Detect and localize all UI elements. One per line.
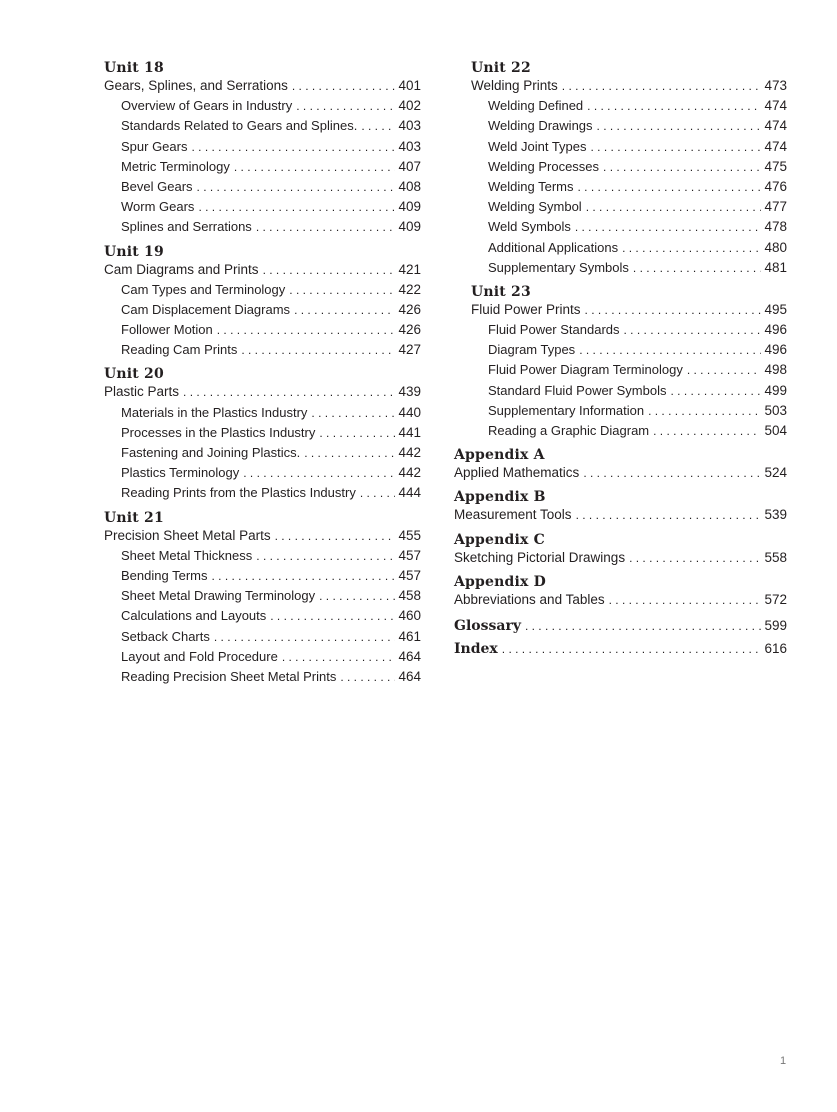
entry-title: Splines and Serrations — [121, 219, 252, 235]
entry-title: Welding Defined — [488, 98, 584, 114]
dot-leader — [578, 177, 762, 197]
entry-page-number: 478 — [764, 219, 787, 235]
entry-page-number: 616 — [764, 641, 787, 657]
entry-page-number: 496 — [764, 342, 787, 358]
entry-page-number: 426 — [398, 301, 421, 317]
entry-title: Additional Applications — [488, 239, 619, 255]
entry-title: Bending Terms — [121, 567, 208, 583]
dot-leader — [275, 526, 396, 546]
entry-title: Reading a Graphic Diagram — [488, 423, 650, 438]
toc-section-unit-18 — [104, 58, 421, 238]
toc-entry[interactable] — [104, 300, 421, 320]
entry-page-number: 476 — [764, 178, 787, 194]
toc-entry[interactable] — [104, 340, 421, 360]
section-heading: Unit 21 — [104, 509, 164, 526]
entry-title: Glossary — [454, 617, 521, 634]
entry-page-number: 426 — [398, 322, 421, 338]
dot-leader — [289, 280, 395, 300]
toc-column-left — [104, 58, 421, 687]
entry-title: Fluid Power Standards — [488, 322, 620, 338]
toc-section-appendix-a — [454, 445, 787, 483]
dot-leader — [263, 260, 396, 280]
dot-leader — [256, 546, 395, 566]
toc-entry[interactable] — [471, 360, 787, 380]
toc-entry[interactable] — [454, 614, 787, 638]
dot-leader — [687, 360, 762, 380]
entry-title: Weld Joint Types — [488, 138, 587, 154]
dot-leader — [575, 217, 762, 237]
entry-page-number: 498 — [764, 362, 787, 378]
dot-leader — [591, 137, 762, 157]
toc-entry[interactable] — [471, 76, 787, 96]
toc-column-right — [454, 58, 787, 661]
entry-title: Gears, Splines, and Serrations — [104, 78, 288, 93]
section-heading: Unit 20 — [104, 366, 164, 383]
entry-title: Plastics Terminology — [121, 465, 240, 481]
entry-page-number: 401 — [398, 78, 421, 93]
toc-entry[interactable] — [471, 401, 787, 421]
entry-title: Materials in the Plastics Industry — [121, 404, 308, 420]
entry-title: Index — [454, 641, 498, 658]
entry-page-number: 427 — [398, 342, 421, 358]
toc-section-unit-19 — [104, 242, 421, 361]
entry-page-number: 457 — [398, 547, 421, 563]
section-heading: Unit 18 — [104, 60, 164, 76]
toc-entry[interactable] — [471, 116, 787, 136]
dot-leader — [256, 217, 396, 237]
entry-title: Spur Gears — [121, 138, 188, 154]
dot-leader — [624, 320, 762, 340]
entry-title: Layout and Fold Procedure — [121, 648, 278, 664]
dot-leader — [294, 300, 395, 320]
toc-entry[interactable] — [104, 76, 421, 96]
dot-leader — [311, 403, 395, 423]
entry-page-number: 461 — [398, 628, 421, 644]
toc-section-unit-21 — [104, 508, 421, 688]
entry-title: Diagram Types — [488, 342, 576, 358]
entry-title: Standards Related to Gears and Splines. — [121, 118, 358, 134]
dot-leader — [319, 586, 395, 606]
toc-entry[interactable] — [104, 606, 421, 626]
section-heading: Unit 19 — [104, 243, 164, 260]
entry-page-number: 442 — [398, 465, 421, 481]
entry-page-number: 481 — [764, 259, 787, 275]
dot-leader — [583, 463, 761, 483]
entry-title: Metric Terminology — [121, 158, 230, 174]
entry-page-number: 474 — [764, 118, 787, 134]
entry-title: Plastic Parts — [104, 384, 180, 400]
toc-entry[interactable] — [471, 238, 787, 258]
entry-page-number: 440 — [398, 404, 421, 420]
entry-page-number: 539 — [764, 507, 787, 523]
entry-page-number: 572 — [764, 591, 787, 607]
dot-leader — [217, 320, 396, 340]
entry-title: Fastening and Joining Plastics. — [121, 445, 301, 460]
toc-entry[interactable] — [104, 382, 421, 402]
entry-title: Reading Cam Prints — [121, 342, 238, 358]
toc-entry[interactable] — [471, 421, 787, 441]
toc-entry[interactable] — [104, 667, 421, 687]
entry-title: Fluid Power Diagram Terminology — [488, 362, 683, 378]
toc-section-unit-23 — [454, 282, 787, 441]
entry-page-number: 402 — [398, 98, 421, 114]
toc-entry[interactable] — [104, 177, 421, 197]
dot-leader — [502, 638, 762, 661]
section-heading: Appendix A — [454, 447, 545, 464]
entry-title: Sheet Metal Thickness — [121, 547, 253, 563]
toc-entry[interactable] — [104, 137, 421, 157]
entry-page-number: 599 — [764, 617, 787, 633]
dot-leader — [319, 423, 395, 443]
toc-section-appendix-c — [454, 530, 787, 568]
toc-section-unit-22 — [454, 58, 787, 278]
toc-entry[interactable] — [104, 320, 421, 340]
entry-title: Weld Symbols — [488, 219, 571, 235]
entry-title: Calculations and Layouts — [121, 608, 267, 624]
entry-title: Standard Fluid Power Symbols — [488, 382, 667, 398]
entry-page-number: 464 — [398, 668, 421, 684]
dot-leader — [282, 647, 396, 667]
toc-entry[interactable] — [104, 483, 421, 503]
toc-entry[interactable] — [104, 463, 421, 483]
entry-page-number: 409 — [398, 219, 421, 235]
toc-entry[interactable] — [454, 505, 787, 525]
toc-entry[interactable] — [471, 258, 787, 278]
entry-page-number: 444 — [398, 485, 421, 501]
dot-leader — [670, 381, 761, 401]
toc-entry[interactable] — [104, 96, 421, 116]
entry-page-number: 504 — [764, 423, 787, 438]
toc-entry[interactable] — [471, 157, 787, 177]
toc-entry[interactable] — [104, 217, 421, 237]
dot-leader — [622, 238, 761, 258]
entry-page-number: 496 — [764, 322, 787, 338]
dot-leader — [576, 505, 762, 525]
entry-page-number: 421 — [398, 261, 421, 277]
entry-page-number: 464 — [398, 648, 421, 664]
section-heading: Appendix D — [454, 573, 546, 590]
entry-title: Abbreviations and Tables — [454, 591, 605, 607]
dot-leader — [633, 258, 762, 278]
toc-section-appendix-b — [454, 487, 787, 525]
entry-page-number: 439 — [398, 384, 421, 400]
entry-title: Processes in the Plastics Industry — [121, 424, 316, 440]
toc-entry[interactable] — [454, 637, 787, 661]
toc-entry[interactable] — [471, 217, 787, 237]
entry-page-number: 442 — [398, 445, 421, 460]
toc-entry[interactable] — [104, 260, 421, 280]
dot-leader — [587, 96, 761, 116]
entry-title: Welding Processes — [488, 158, 600, 174]
toc-entry[interactable] — [104, 627, 421, 647]
dot-leader — [579, 340, 761, 360]
entry-title: Cam Displacement Diagrams — [121, 301, 291, 317]
toc-entry[interactable] — [104, 116, 421, 136]
toc-entry[interactable] — [471, 320, 787, 340]
dot-leader — [197, 177, 396, 197]
dot-leader — [191, 137, 395, 157]
entry-page-number: 403 — [398, 118, 421, 134]
entry-page-number: 458 — [398, 588, 421, 604]
entry-title: Sketching Pictorial Drawings — [454, 549, 626, 565]
entry-page-number: 477 — [764, 199, 787, 215]
entry-title: Welding Terms — [488, 178, 574, 194]
dot-leader — [562, 76, 762, 96]
entry-title: Welding Symbol — [488, 199, 582, 215]
entry-page-number: 495 — [764, 301, 787, 317]
entry-page-number: 473 — [764, 78, 787, 93]
toc-entry[interactable] — [471, 300, 787, 320]
entry-page-number: 558 — [764, 549, 787, 565]
toc-entry[interactable] — [104, 546, 421, 566]
toc-entry[interactable] — [471, 137, 787, 157]
dot-leader — [241, 340, 395, 360]
dot-leader — [653, 421, 761, 441]
toc-entry[interactable] — [471, 96, 787, 116]
entry-page-number: 475 — [764, 158, 787, 174]
entry-title: Measurement Tools — [454, 507, 572, 523]
dot-leader — [609, 590, 762, 610]
toc-entry[interactable] — [104, 423, 421, 443]
page-number: 1 — [780, 1055, 787, 1067]
entry-page-number: 524 — [764, 465, 787, 481]
toc-entry[interactable] — [471, 177, 787, 197]
entry-title: Cam Types and Terminology — [121, 281, 286, 297]
toc-entry[interactable] — [104, 647, 421, 667]
entry-page-number: 480 — [764, 239, 787, 255]
entry-title: Cam Diagrams and Prints — [104, 261, 259, 277]
dot-leader — [198, 197, 395, 217]
dot-leader — [629, 548, 761, 568]
entry-title: Follower Motion — [121, 322, 213, 338]
dot-leader — [234, 157, 396, 177]
entry-title: Supplementary Information — [488, 402, 645, 418]
entry-title: Reading Precision Sheet Metal Prints — [121, 668, 337, 684]
entry-title: Welding Prints — [471, 78, 558, 93]
toc-entry[interactable] — [454, 590, 787, 610]
entry-page-number: 455 — [398, 527, 421, 543]
dot-leader — [304, 443, 395, 463]
toc-entry[interactable] — [104, 443, 421, 463]
dot-leader — [292, 76, 396, 96]
entry-page-number: 407 — [398, 158, 421, 174]
dot-leader — [296, 96, 395, 116]
entry-page-number: 409 — [398, 199, 421, 215]
entry-title: Supplementary Symbols — [488, 259, 629, 275]
dot-leader — [597, 116, 762, 136]
entry-page-number: 403 — [398, 138, 421, 154]
toc-entry[interactable] — [104, 586, 421, 606]
toc-entry[interactable] — [104, 280, 421, 300]
toc-entry[interactable] — [104, 526, 421, 546]
dot-leader — [585, 300, 762, 320]
entry-page-number: 457 — [398, 567, 421, 583]
dot-leader — [361, 116, 395, 136]
entry-title: Sheet Metal Drawing Terminology — [121, 588, 316, 604]
section-heading: Unit 23 — [471, 283, 531, 300]
entry-page-number: 460 — [398, 608, 421, 624]
entry-title: Overview of Gears in Industry — [121, 98, 293, 114]
entry-title: Setback Charts — [121, 628, 210, 644]
toc-entry[interactable] — [104, 197, 421, 217]
entry-title: Fluid Power Prints — [471, 301, 581, 317]
entry-page-number: 503 — [764, 402, 787, 418]
toc-entry[interactable] — [454, 463, 787, 483]
entry-page-number: 474 — [764, 98, 787, 114]
entry-title: Precision Sheet Metal Parts — [104, 527, 271, 543]
toc-entry[interactable] — [104, 403, 421, 423]
entry-page-number: 499 — [764, 382, 787, 398]
entry-title: Worm Gears — [121, 199, 195, 215]
entry-title: Bevel Gears — [121, 178, 193, 194]
dot-leader — [603, 157, 761, 177]
toc-entry[interactable] — [454, 548, 787, 568]
toc-entry[interactable] — [471, 197, 787, 217]
dot-leader — [183, 382, 395, 402]
dot-leader — [270, 606, 395, 626]
toc-section-unit-20 — [104, 364, 421, 503]
entry-title: Applied Mathematics — [454, 465, 580, 481]
toc-section-appendix-d — [454, 572, 787, 610]
toc-entry[interactable] — [471, 340, 787, 360]
dot-leader — [360, 483, 396, 503]
dot-leader — [340, 667, 395, 687]
entry-page-number: 408 — [398, 178, 421, 194]
section-heading: Appendix B — [454, 489, 546, 506]
dot-leader — [211, 566, 395, 586]
entry-page-number: 441 — [398, 424, 421, 440]
dot-leader — [586, 197, 762, 217]
toc-entry[interactable] — [104, 566, 421, 586]
entry-page-number: 474 — [764, 138, 787, 154]
toc-entry[interactable] — [471, 381, 787, 401]
toc-entry[interactable] — [104, 157, 421, 177]
entry-page-number: 422 — [398, 281, 421, 297]
entry-title: Welding Drawings — [488, 118, 593, 134]
section-heading: Unit 22 — [471, 60, 531, 76]
dot-leader — [243, 463, 395, 483]
toc-section-back-matter — [454, 614, 787, 661]
dot-leader — [214, 627, 396, 647]
dot-leader — [648, 401, 761, 421]
dot-leader — [525, 615, 762, 638]
entry-title: Reading Prints from the Plastics Industry — [121, 485, 356, 501]
section-heading: Appendix C — [454, 531, 545, 548]
